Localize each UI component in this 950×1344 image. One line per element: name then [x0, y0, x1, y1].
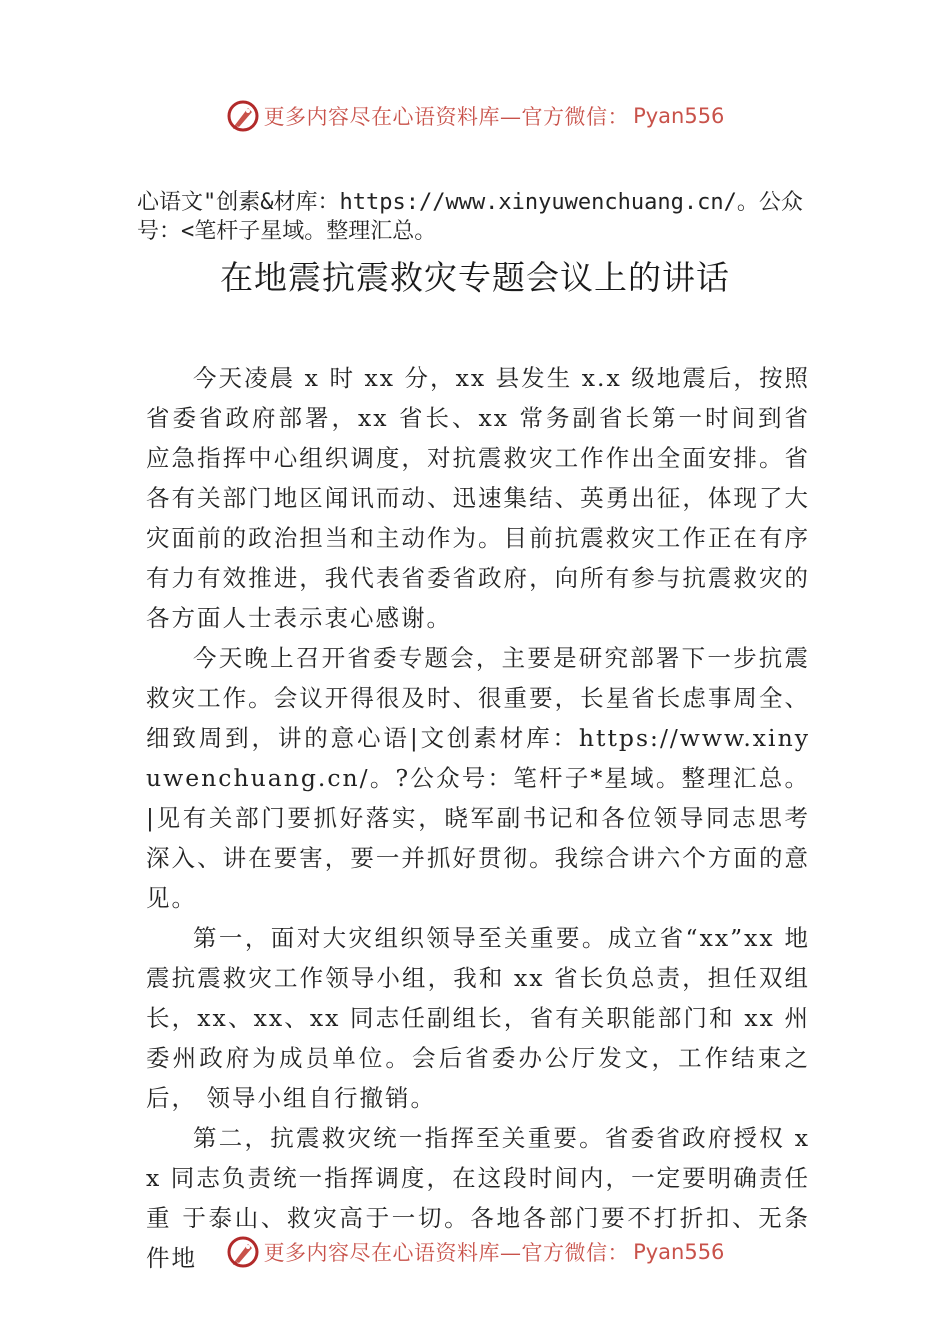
pen-nib-logo-icon	[226, 99, 260, 133]
paragraph: 第一，面对大灾组织领导至关重要。成立省“xx”xx 地震抗震救灾工作领导小组，我和 xx 省长负总责，担任双组长，xx、xx、xx 同志任副组长，省有关职能部门和 xx 州委州政府为成员单位。会后省委办公厅发文，工作结束之后， 领导小组自行撤销。	[146, 924, 810, 1112]
header-banner-wechat-id: Pyan556	[633, 104, 725, 128]
paragraph: 第二，抗震救灾统一指挥至关重要。省委省政府授权 xx 同志负责统一指挥调度，在这段时间内，一定要明确责任重 于泰山、救灾高于一切。各地各部门要不打折扣、无条件地	[146, 1124, 810, 1272]
footer-banner-text: 更多内容尽在心语资料库—官方微信：	[263, 1241, 630, 1265]
footer-banner	[0, 1232, 950, 1272]
paragraph: 今天晚上召开省委专题会，主要是研究部署下一步抗震救灾工作。会议开得很及时、很重要，长星省长虑事周全、细致周到，讲的意心语|文创素材库：https://www.xinyuwenchuang.cn/。?公众号：笔杆子*星域。整理汇总。|见有关部门要抓好落实，晓军副书记和各位领导同志思考深入、讲在要害，要一并抓好贯彻。我综合讲六个方面的意见。	[146, 644, 810, 912]
footer-banner-wechat-id: Pyan556	[633, 1240, 725, 1264]
pen-nib-logo-icon	[226, 1235, 260, 1269]
source-line: 心语文"创素&材库：https://www.xinyuwenchuang.cn/。公众号：<笔杆子星域。整理汇总。	[137, 190, 803, 244]
header-banner	[0, 96, 950, 136]
header-banner-text: 更多内容尽在心语资料库—官方微信：	[263, 105, 630, 129]
paragraph: 今天凌晨 x 时 xx 分，xx 县发生 x.x 级地震后，按照省委省政府部署，xx 省长、xx 常务副省长第一时间到省应急指挥中心组织调度，对抗震救灾工作作出全面安排。省各有关部门地区闻讯而动、迅速集结、英勇出征，体现了大灾面前的政治担当和主动作为。目前抗震救灾工作正在有序有力有效推进，我代表省委省政府，向所有参与抗震救灾的各方面人士表示衷心感谢。	[146, 364, 810, 632]
document-body	[146, 358, 810, 1278]
document-title: 在地震抗震救灾专题会议上的讲话	[220, 258, 730, 297]
